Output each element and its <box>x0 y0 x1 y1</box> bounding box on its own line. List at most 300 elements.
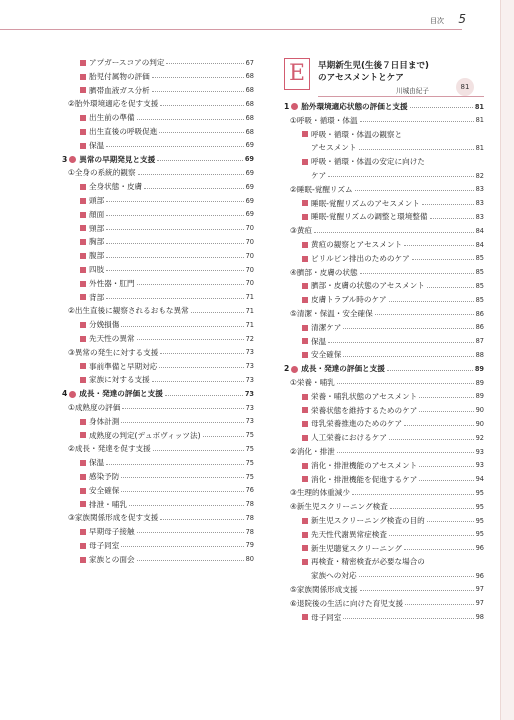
square-bullet-icon <box>302 352 308 358</box>
toc-entry[interactable] <box>62 401 254 415</box>
entry-page: 96 <box>475 544 484 553</box>
toc-entry[interactable] <box>284 486 484 500</box>
toc-entry[interactable] <box>62 373 254 387</box>
toc-entry[interactable] <box>62 415 254 429</box>
entry-page: 81 <box>474 102 484 111</box>
leader-dots <box>404 245 474 246</box>
square-bullet-icon <box>80 267 86 273</box>
toc-entry[interactable] <box>62 111 254 125</box>
entry-text: 新生児スクリーニング検査の目的 <box>311 516 425 525</box>
toc-entry[interactable] <box>62 429 254 443</box>
toc-entry[interactable] <box>62 263 254 277</box>
entry-page: 78 <box>245 527 254 536</box>
square-bullet-icon <box>302 532 308 538</box>
toc-entry[interactable] <box>62 539 254 553</box>
entry-page: 73 <box>245 417 254 426</box>
toc-entry[interactable] <box>284 128 484 142</box>
section-page-badge: 81 <box>456 78 474 96</box>
bullet-dot-icon <box>291 366 298 373</box>
toc-entry[interactable] <box>284 362 484 376</box>
square-bullet-icon <box>302 545 308 551</box>
entry-page: 93 <box>475 461 484 470</box>
toc-entry[interactable] <box>284 155 484 169</box>
toc-entry[interactable] <box>284 390 484 404</box>
leader-dots <box>152 77 244 78</box>
toc-entry[interactable] <box>62 125 254 139</box>
toc-entry[interactable] <box>62 277 254 291</box>
toc-entry[interactable] <box>62 511 254 525</box>
entry-text: 頭部 <box>89 196 105 206</box>
square-bullet-icon <box>80 432 86 438</box>
toc-entry[interactable] <box>284 376 484 390</box>
square-bullet-icon <box>302 394 308 400</box>
toc-entry[interactable] <box>284 141 484 155</box>
leader-dots <box>106 243 243 244</box>
entry-page: 95 <box>475 488 484 497</box>
leader-dots <box>106 146 243 147</box>
entry-page: 69 <box>245 182 254 191</box>
circled-number: ③ <box>68 513 75 523</box>
entry-page: 69 <box>245 196 254 205</box>
entry-page: 85 <box>475 295 484 304</box>
square-bullet-icon <box>80 488 86 494</box>
section-author: 川城由紀子 <box>396 87 429 95</box>
entry-text: アセスメント <box>311 143 357 153</box>
entry-text: 保温 <box>311 336 327 346</box>
square-bullet-icon <box>80 74 86 80</box>
circled-number: ② <box>68 444 75 454</box>
leader-dots <box>337 383 474 384</box>
entry-text: 全身の系統的観察 <box>74 168 136 178</box>
entry-text: 排泄・哺乳 <box>89 499 127 509</box>
leader-dots <box>389 535 474 536</box>
toc-entry[interactable] <box>62 553 254 567</box>
circled-number: ③ <box>290 488 297 498</box>
toc-entry[interactable] <box>284 224 484 238</box>
square-bullet-icon <box>80 474 86 480</box>
section-e-heading[interactable] <box>284 58 484 94</box>
leader-dots <box>328 342 473 343</box>
leader-dots <box>159 132 243 133</box>
page-header <box>0 0 514 34</box>
square-bullet-icon <box>302 463 308 469</box>
toc-entry[interactable] <box>62 70 254 84</box>
toc-entry[interactable] <box>284 445 484 459</box>
entry-text: 呼吸・循環・体温の観察と <box>311 129 403 139</box>
bullet-dot-icon <box>291 103 298 110</box>
square-bullet-icon <box>80 377 86 383</box>
toc-left-column <box>62 56 254 566</box>
toc-entry[interactable] <box>62 56 254 70</box>
entry-page: 84 <box>475 240 484 249</box>
entry-number: 2 <box>284 364 290 374</box>
circled-number: ⑤ <box>290 584 297 594</box>
toc-entry[interactable] <box>62 235 254 249</box>
toc-entry[interactable] <box>284 279 484 293</box>
leader-dots <box>106 270 243 271</box>
entry-text: 栄養・哺乳 <box>296 378 335 388</box>
leader-dots <box>191 312 244 313</box>
leader-dots <box>166 63 243 64</box>
leader-dots <box>106 201 243 202</box>
entry-page: 68 <box>245 127 254 136</box>
toc-entry[interactable] <box>62 498 254 512</box>
circled-number: ① <box>290 378 297 388</box>
toc-entry[interactable] <box>284 569 484 583</box>
entry-page: 69 <box>245 168 254 177</box>
toc-entry[interactable] <box>62 360 254 374</box>
toc-entry[interactable] <box>284 293 484 307</box>
toc-entry[interactable] <box>284 514 484 528</box>
leader-dots <box>121 422 243 423</box>
toc-entry[interactable] <box>284 197 484 211</box>
circled-number: ② <box>290 184 297 194</box>
square-bullet-icon <box>302 435 308 441</box>
entry-text: 背部 <box>89 292 105 302</box>
entry-page: 71 <box>245 320 254 329</box>
circled-number: ① <box>290 115 297 125</box>
leader-dots <box>160 519 243 520</box>
leader-dots <box>419 480 473 481</box>
section-title <box>318 60 429 84</box>
entry-text: 先天性代謝異常症検査 <box>311 529 387 539</box>
entry-text: 呼吸・循環・体温 <box>296 115 358 125</box>
entry-text: 家族関係形成を促す支援 <box>74 513 159 523</box>
entry-text: 黄疸の観察とアセスメント <box>311 240 403 250</box>
toc-entry[interactable] <box>284 335 484 349</box>
leader-dots <box>152 91 244 92</box>
leader-dots <box>121 477 243 478</box>
entry-text: 家族関係形成支援 <box>296 584 358 594</box>
leader-dots <box>106 298 243 299</box>
entry-text: 保温 <box>89 140 105 150</box>
square-bullet-icon <box>80 212 86 218</box>
square-bullet-icon <box>302 256 308 262</box>
entry-page: 85 <box>475 254 484 263</box>
square-bullet-icon <box>302 200 308 206</box>
leader-dots <box>404 549 474 550</box>
square-bullet-icon <box>302 614 308 620</box>
entry-page: 85 <box>475 268 484 277</box>
leader-dots <box>375 314 474 315</box>
bullet-dot-icon <box>69 156 76 163</box>
entry-page: 73 <box>245 403 254 412</box>
entry-page: 88 <box>475 350 484 359</box>
leader-dots <box>390 508 474 509</box>
section-title-line2: のアセスメントとケア <box>318 73 404 83</box>
square-bullet-icon <box>302 421 308 427</box>
entry-text: 四肢 <box>89 265 105 275</box>
entry-text: 母乳栄養推進のためのケア <box>311 419 403 429</box>
toc-entry[interactable] <box>62 194 254 208</box>
circled-number: ③ <box>290 226 297 236</box>
toc-entry[interactable] <box>62 139 254 153</box>
entry-page: 93 <box>475 447 484 456</box>
leader-dots <box>137 532 244 533</box>
toc-entry[interactable] <box>62 84 254 98</box>
square-bullet-icon <box>80 198 86 204</box>
entry-page: 90 <box>475 419 484 428</box>
leader-dots <box>404 425 473 426</box>
entry-text: 成長・発達の評価と支援 <box>79 389 163 399</box>
leader-dots <box>343 328 473 329</box>
toc-entry[interactable] <box>284 169 484 183</box>
toc-entry[interactable] <box>62 166 254 180</box>
leader-dots <box>387 370 473 371</box>
entry-page: 90 <box>475 406 484 415</box>
leader-dots <box>430 218 474 219</box>
toc-entry[interactable] <box>284 459 484 473</box>
entry-text: アプガースコアの判定 <box>89 58 165 68</box>
entry-page: 68 <box>245 99 254 108</box>
entry-page: 89 <box>475 378 484 387</box>
square-bullet-icon <box>80 336 86 342</box>
entry-text: 身体計測 <box>89 416 120 426</box>
entry-text: 成長・発達を促す支援 <box>74 444 151 454</box>
entry-page: 98 <box>475 613 484 622</box>
entry-number: 1 <box>284 102 290 112</box>
entry-page: 70 <box>245 237 254 246</box>
toc-entry[interactable] <box>284 473 484 487</box>
toc-entry[interactable] <box>62 208 254 222</box>
toc-entry[interactable] <box>62 456 254 470</box>
square-bullet-icon <box>80 184 86 190</box>
square-bullet-icon <box>302 518 308 524</box>
entry-text: 睡眠-覚醒リズムのアセスメント <box>311 198 420 208</box>
toc-entry[interactable] <box>284 321 484 335</box>
toc-entry[interactable] <box>62 470 254 484</box>
entry-page: 86 <box>475 309 484 318</box>
entry-page: 70 <box>245 279 254 288</box>
entry-text: 母子同室 <box>311 612 342 622</box>
entry-text: 異常の発生に対する支援 <box>74 347 159 357</box>
leader-dots <box>337 452 474 453</box>
entry-text: 臍部・皮膚の状態のアセスメント <box>311 281 425 291</box>
toc-entry[interactable] <box>284 542 484 556</box>
square-bullet-icon <box>80 557 86 563</box>
leader-dots <box>328 176 473 177</box>
entry-text: 胎外環境適応状態の評価と支援 <box>301 102 408 112</box>
toc-entry[interactable] <box>62 318 254 332</box>
toc-entry[interactable] <box>284 404 484 418</box>
entry-text: ケア <box>311 171 327 181</box>
side-tab <box>500 0 514 720</box>
entry-text: 退院後の生活に向けた育児支援 <box>296 598 404 608</box>
toc-entry[interactable] <box>284 528 484 542</box>
entry-page: 75 <box>245 444 254 453</box>
toc-entry[interactable] <box>62 484 254 498</box>
leader-dots <box>144 188 243 189</box>
toc-right-column <box>284 100 484 624</box>
entry-page: 96 <box>475 571 484 580</box>
square-bullet-icon <box>80 225 86 231</box>
square-bullet-icon <box>302 338 308 344</box>
toc-entry[interactable] <box>62 304 254 318</box>
toc-entry[interactable] <box>284 114 484 128</box>
toc-entry[interactable] <box>284 183 484 197</box>
toc-entry[interactable] <box>62 525 254 539</box>
toc-entry[interactable] <box>284 266 484 280</box>
circled-number: ① <box>68 403 75 413</box>
entry-text: 皮膚トラブル時のケア <box>311 295 387 305</box>
leader-dots <box>427 287 474 288</box>
square-bullet-icon <box>80 253 86 259</box>
entry-text: 臍部・皮膚の状態 <box>296 267 358 277</box>
leader-dots <box>343 618 473 619</box>
entry-page: 73 <box>245 348 254 357</box>
toc-entry[interactable] <box>284 100 484 114</box>
page-number: 5 <box>458 12 466 26</box>
toc-entry[interactable] <box>284 431 484 445</box>
square-bullet-icon <box>302 242 308 248</box>
entry-text: 人工栄養におけるケア <box>311 433 387 443</box>
entry-page: 68 <box>245 72 254 81</box>
toc-entry[interactable] <box>62 332 254 346</box>
entry-page: 70 <box>245 224 254 233</box>
entry-page: 83 <box>475 212 484 221</box>
entry-text: 栄養・哺乳状態のアセスメント <box>311 391 418 401</box>
leader-dots <box>160 105 243 106</box>
entry-page: 72 <box>245 334 254 343</box>
entry-page: 86 <box>475 323 484 332</box>
entry-text: 胎児付属物の評価 <box>89 71 150 81</box>
leader-dots <box>419 397 473 398</box>
toc-entry[interactable] <box>284 610 484 624</box>
toc-entry[interactable] <box>284 555 484 569</box>
toc-entry[interactable] <box>284 252 484 266</box>
leader-dots <box>352 494 474 495</box>
toc-entry[interactable] <box>62 97 254 111</box>
entry-page: 78 <box>245 513 254 522</box>
entry-page: 76 <box>245 486 254 495</box>
entry-text: 出生前の準備 <box>89 113 135 123</box>
entry-text: 成熟度の評価 <box>74 403 121 413</box>
entry-text: 新生児スクリーニング検査 <box>296 502 388 512</box>
leader-dots <box>412 259 474 260</box>
toc-entry[interactable] <box>62 249 254 263</box>
entry-text: 黄疸 <box>296 226 312 236</box>
toc-entry[interactable] <box>62 222 254 236</box>
entry-text: 清潔ケア <box>311 322 342 332</box>
section-letter: E <box>284 58 310 90</box>
leader-dots <box>389 301 474 302</box>
square-bullet-icon <box>80 60 86 66</box>
leader-dots <box>419 411 473 412</box>
square-bullet-icon <box>302 214 308 220</box>
entry-page: 80 <box>245 555 254 564</box>
leader-dots <box>360 121 474 122</box>
leader-dots <box>137 284 244 285</box>
entry-text: 顔面 <box>89 209 105 219</box>
entry-page: 73 <box>244 389 254 398</box>
toc-entry[interactable] <box>284 417 484 431</box>
entry-text: 生理的体重減少 <box>296 488 350 498</box>
entry-page: 75 <box>245 472 254 481</box>
entry-number: 4 <box>62 389 68 399</box>
entry-page: 73 <box>245 362 254 371</box>
leader-dots <box>152 381 244 382</box>
toc-entry[interactable] <box>62 387 254 401</box>
entry-text: 家族との面会 <box>89 554 135 564</box>
square-bullet-icon <box>80 239 86 245</box>
leader-dots <box>422 204 474 205</box>
leader-dots <box>138 174 244 175</box>
square-bullet-icon <box>80 501 86 507</box>
leader-dots <box>106 464 243 465</box>
leader-dots <box>137 560 244 561</box>
leader-dots <box>427 521 474 522</box>
square-bullet-icon <box>80 129 86 135</box>
circled-number: ③ <box>68 347 75 357</box>
entry-text: 成熟度の判定(デュボヴィッツ法) <box>89 430 201 440</box>
leader-dots <box>359 149 474 150</box>
toc-entry[interactable] <box>284 307 484 321</box>
square-bullet-icon <box>80 419 86 425</box>
toc-entry[interactable] <box>284 583 484 597</box>
square-bullet-icon <box>80 87 86 93</box>
entry-text: 消化・排泄機能を促進するケア <box>311 474 418 484</box>
toc-entry[interactable] <box>62 153 254 167</box>
square-bullet-icon <box>302 559 308 565</box>
leader-dots <box>159 367 243 368</box>
square-bullet-icon <box>302 297 308 303</box>
bullet-dot-icon <box>69 391 76 398</box>
entry-text: 家族に対する支援 <box>89 375 150 385</box>
leader-dots <box>410 107 473 108</box>
toc-entry[interactable] <box>284 238 484 252</box>
entry-page: 95 <box>475 516 484 525</box>
toc-entry[interactable] <box>284 348 484 362</box>
square-bullet-icon <box>80 322 86 328</box>
toc-entry[interactable] <box>284 210 484 224</box>
entry-page: 78 <box>245 500 254 509</box>
entry-page: 73 <box>245 375 254 384</box>
entry-text: 成長・発達の評価と支援 <box>301 364 385 374</box>
leader-dots <box>121 326 243 327</box>
leader-dots <box>389 439 474 440</box>
entry-text: ビリルビン排出のためのケア <box>311 253 410 263</box>
entry-text: 出生直後に観察されるおもな異常 <box>74 306 189 316</box>
toc-entry[interactable] <box>62 180 254 194</box>
toc-entry[interactable] <box>62 346 254 360</box>
square-bullet-icon <box>80 460 86 466</box>
entry-page: 85 <box>475 281 484 290</box>
section-title-line1: 早期新生児(生後７日目まで) <box>318 61 429 71</box>
square-bullet-icon <box>80 143 86 149</box>
entry-page: 89 <box>474 364 484 373</box>
toc-entry[interactable] <box>62 442 254 456</box>
entry-text: 胎外環境適応を促す支援 <box>74 99 159 109</box>
leader-dots <box>343 356 473 357</box>
entry-text: 分娩損傷 <box>89 320 120 330</box>
entry-text: 安全確保 <box>311 350 342 360</box>
toc-entry[interactable] <box>284 500 484 514</box>
circled-number: ② <box>290 447 297 457</box>
entry-text: 臍帯血液ガス分析 <box>89 85 150 95</box>
entry-page: 83 <box>475 185 484 194</box>
entry-text: 胸部 <box>89 237 105 247</box>
leader-dots <box>106 257 243 258</box>
header-label: 目次 <box>430 17 444 25</box>
entry-page: 82 <box>475 171 484 180</box>
toc-entry[interactable] <box>62 291 254 305</box>
entry-text: 頸部 <box>89 223 105 233</box>
toc-entry[interactable] <box>284 597 484 611</box>
entry-text: 消化・排泄 <box>296 447 335 457</box>
entry-page: 97 <box>475 585 484 594</box>
entry-page: 75 <box>245 431 254 440</box>
entry-page: 71 <box>245 306 254 315</box>
